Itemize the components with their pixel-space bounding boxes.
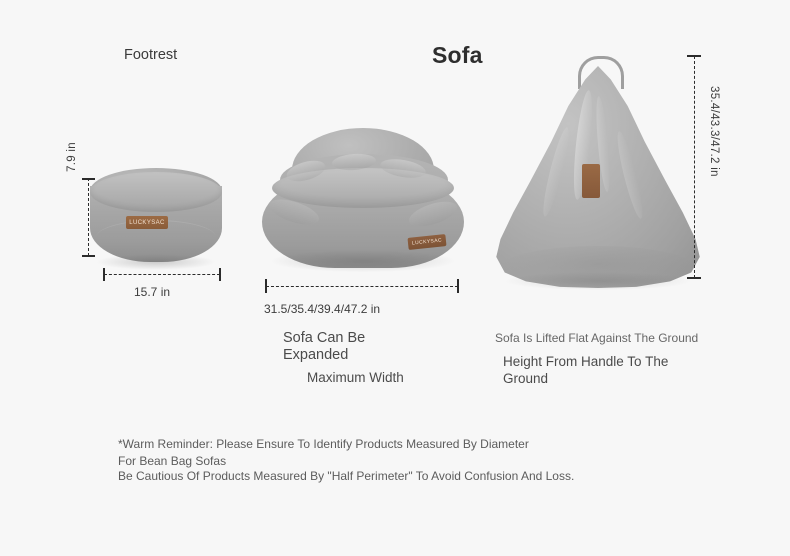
sofa-width-line [266,286,458,287]
footrest-height-label: 7.9 in [66,142,78,172]
footrest-width-line [104,274,220,275]
bag-shadow [506,272,690,290]
sofa-expanded-caption: Sofa Can Be Expanded [283,330,366,363]
footrest-title: Footrest [124,47,178,63]
warning-text-2: For Bean Bag Sofas [118,454,227,468]
bag-height-tick-bottom [687,277,701,279]
bag-height-tick-top [687,55,701,57]
sofa-width-label: 31.5/35.4/39.4/47.2 in [264,302,381,316]
maximum-width-caption: Maximum Width [307,370,404,385]
sofa-illustration [262,128,464,276]
warning-text-3: Be Cautious Of Products Measured By "Half Perimeter" To Avoid Confusion And Loss. [118,469,575,483]
sofa-title: Sofa [432,42,483,68]
footrest-rim [90,172,222,212]
lifted-bag-illustration [492,56,704,288]
sofa-width-tick-left [265,279,267,293]
footrest-width-label: 15.7 in [134,285,171,299]
warning-text-1: *Warm Reminder: Please Ensure To Identify Products Measured By Diameter [118,437,529,451]
sofa-shadow [272,250,454,272]
warning-line-3 [118,468,574,485]
brand-tag-sofa: LUCKYSAC [407,234,446,250]
lifted-flat-caption: Sofa Is Lifted Flat Against The Ground [495,331,699,345]
footrest-height-tick-bottom [82,255,95,257]
footrest-height-line [88,178,89,256]
footrest-width-tick-right [219,268,221,281]
brand-tag-footrest: LUCKYSAC [126,216,168,229]
bag-height-label: 35.4/43.3/47.2 in [708,86,720,177]
footrest-illustration [90,168,222,270]
footrest-width-tick-left [103,268,105,281]
sofa-width-tick-right [457,279,459,293]
brand-tag-bag [582,164,600,198]
handle-height-caption: Height From Handle To The Ground [503,354,669,386]
warning-line-1 [118,436,529,470]
footrest-height-tick-top [82,178,95,180]
footrest-shadow [96,254,216,270]
bag-height-line [694,56,695,278]
